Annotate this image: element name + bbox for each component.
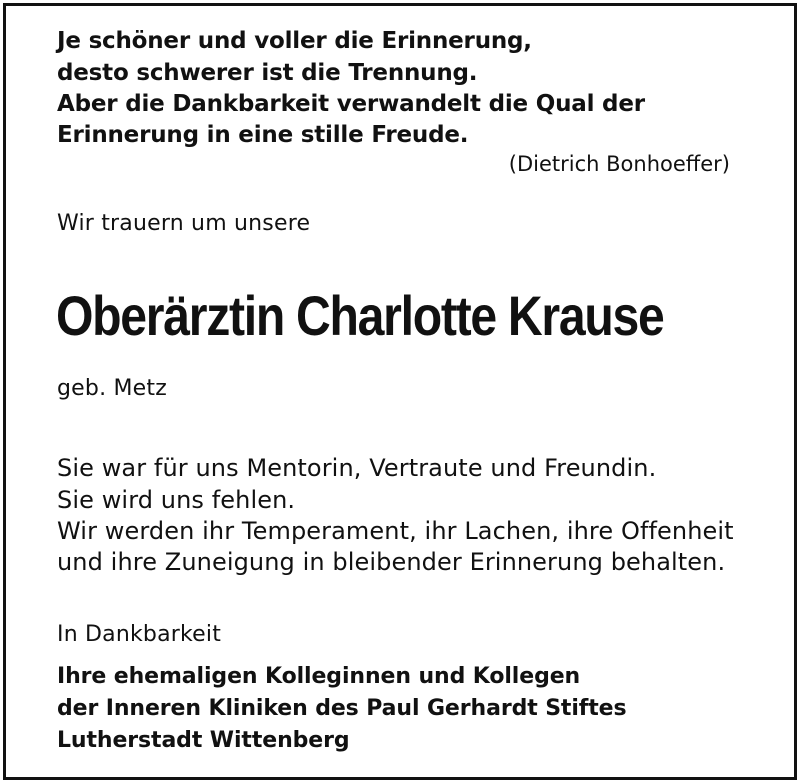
intro-text: Wir trauern um unsere <box>57 211 311 236</box>
obituary-notice <box>3 3 797 780</box>
tribute-line-4: und ihre Zuneigung in bleibender Erinnerung behalten. <box>57 548 726 576</box>
quote-author: (Dietrich Bonhoeffer) <box>508 152 730 176</box>
deceased-name: Oberärztin Charlotte Krause <box>56 284 664 347</box>
sender-line-2: der Inneren Kliniken des Paul Gerhardt Stiftes <box>57 696 627 721</box>
sender-line-1: Ihre ehemaligen Kolleginnen und Kollegen <box>57 664 581 689</box>
quote-line-2: desto schwerer ist die Trennung. <box>57 60 478 86</box>
quote-line-1: Je schöner und voller die Erinnerung, <box>57 28 532 54</box>
birth-name: geb. Metz <box>57 376 167 401</box>
tribute-line-3: Wir werden ihr Temperament, ihr Lachen, ihre Offenheit <box>57 517 734 545</box>
quote-line-4: Erinnerung in eine stille Freude. <box>57 122 469 148</box>
quote-line-3: Aber die Dankbarkeit verwandelt die Qual der <box>57 91 645 117</box>
sender-line-3: Lutherstadt Wittenberg <box>57 728 350 753</box>
tribute-line-1: Sie war für uns Mentorin, Vertraute und Freundin. <box>57 454 657 482</box>
tribute-line-2: Sie wird uns fehlen. <box>57 486 296 514</box>
closing-text: In Dankbarkeit <box>57 622 222 647</box>
